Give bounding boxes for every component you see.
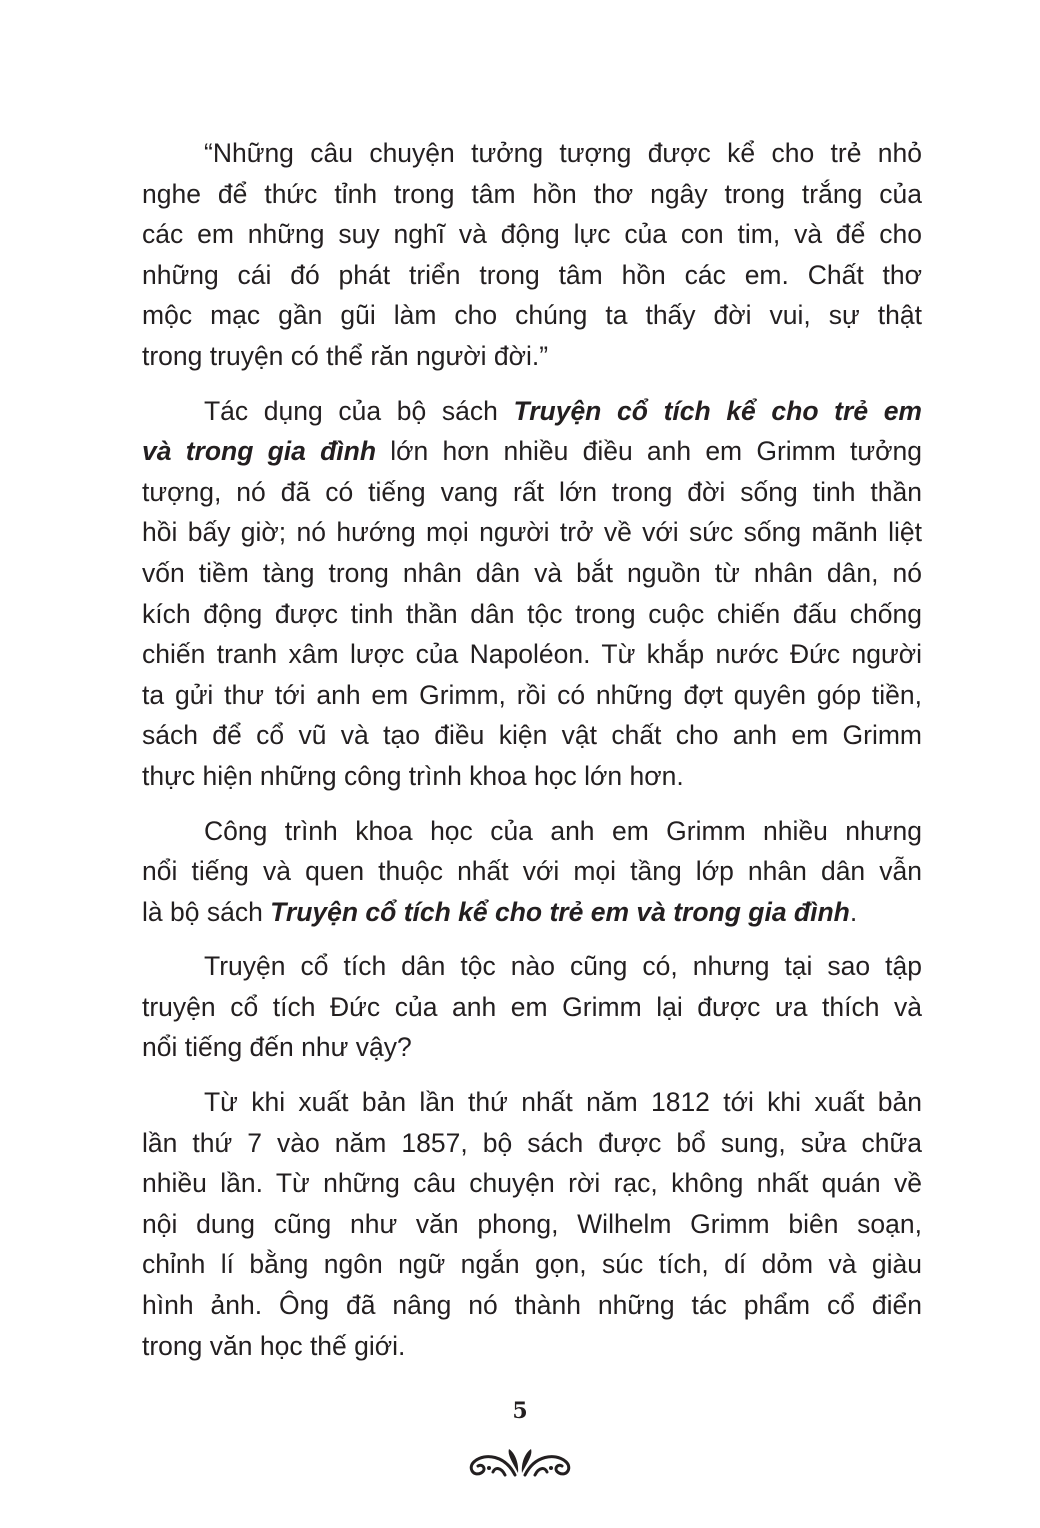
text-line — [142, 553, 922, 594]
text-segment: thực hiện những công trình khoa học lớn hơn. — [142, 760, 684, 791]
decorative-flourish-icon — [465, 1445, 575, 1481]
text-line — [142, 594, 922, 635]
text-line — [142, 1027, 922, 1068]
page-number: 5 — [512, 1398, 528, 1424]
text-segment: . — [849, 896, 858, 927]
text-segment: chỉnh lí bằng ngôn ngữ ngắn gọn, súc tích, dí dỏm và giàu — [142, 1249, 922, 1280]
text-line — [142, 1204, 922, 1245]
text-segment: trong văn học thế giới. — [142, 1330, 406, 1361]
text-line — [142, 851, 922, 892]
text-segment: ta gửi thư tới anh em Grimm, rồi có những đợt quyên góp tiền, — [142, 679, 922, 710]
text-line — [142, 811, 922, 852]
text-line — [142, 133, 922, 174]
text-segment: Từ khi xuất bản lần thứ nhất năm 1812 tới khi xuất bản — [204, 1087, 922, 1118]
text-line — [142, 1123, 922, 1164]
text-segment: các em những suy nghĩ và động lực của con tim, và để cho — [142, 219, 922, 250]
text-segment: là bộ sách — [142, 896, 271, 927]
text-line — [142, 1326, 922, 1367]
text-line — [142, 715, 922, 756]
text-segment: nổi tiếng đến như vậy? — [142, 1032, 412, 1063]
paragraph — [142, 946, 922, 1068]
text-segment: mộc mạc gần gũi làm cho chúng ta thấy đời vui, sự thật — [142, 300, 922, 331]
text-line — [142, 1244, 922, 1285]
body-text — [142, 133, 922, 1380]
paragraph — [142, 391, 922, 797]
text-segment: Truyện cổ tích dân tộc nào cũng có, nhưng tại sao tập — [204, 951, 922, 982]
text-segment: Tác dụng của bộ sách — [204, 395, 514, 426]
book-title-emphasis: Truyện cổ tích kể cho trẻ em và trong gia đình — [270, 896, 850, 927]
text-segment: kích động được tinh thần dân tộc trong cuộc chiến đấu chống — [142, 598, 922, 629]
text-line — [142, 634, 922, 675]
text-segment: hồi bấy giờ; nó hướng mọi người trở về với sức sống mãnh liệt — [142, 517, 922, 548]
text-segment: vốn tiềm tàng trong nhân dân và bắt nguồn từ nhân dân, nó — [142, 557, 922, 588]
paragraph — [142, 811, 922, 933]
text-segment: nổi tiếng và quen thuộc nhất với mọi tầng lớp nhân dân vẫn — [142, 856, 922, 887]
text-line — [142, 756, 922, 797]
text-segment: lần thứ 7 vào năm 1857, bộ sách được bổ sung, sửa chữa — [142, 1127, 922, 1158]
text-line — [142, 431, 922, 472]
book-title-emphasis: và trong gia đình — [142, 436, 377, 467]
text-segment: hình ảnh. Ông đã nâng nó thành những tác phẩm cổ điển — [142, 1290, 922, 1321]
text-segment: sách để cổ vũ và tạo điều kiện vật chất cho anh em Grimm — [142, 720, 922, 751]
text-line — [142, 295, 922, 336]
text-line — [142, 1082, 922, 1123]
text-line — [142, 675, 922, 716]
text-line — [142, 946, 922, 987]
text-line — [142, 214, 922, 255]
text-segment: nhiều lần. Từ những câu chuyện rời rạc, không nhất quán về — [142, 1168, 922, 1199]
text-line — [142, 391, 922, 432]
text-line — [142, 892, 922, 933]
text-line — [142, 174, 922, 215]
text-line — [142, 1285, 922, 1326]
text-segment: chiến tranh xâm lược của Napoléon. Từ khắp nước Đức người — [142, 639, 922, 670]
text-segment: những cái đó phát triển trong tâm hồn các em. Chất thơ — [142, 259, 922, 290]
paragraph — [142, 1082, 922, 1366]
text-segment: Công trình khoa học của anh em Grimm nhiều nhưng — [204, 815, 922, 846]
text-line — [142, 472, 922, 513]
text-line — [142, 336, 922, 377]
text-segment: truyện cổ tích Đức của anh em Grimm lại được ưa thích và — [142, 991, 922, 1022]
text-segment: nghe để thức tỉnh trong tâm hồn thơ ngây trong trắng của — [142, 178, 922, 209]
text-segment: tượng, nó đã có tiếng vang rất lớn trong đời sống tinh thần — [142, 476, 922, 507]
text-segment: lớn hơn nhiều điều anh em Grimm tưởng — [376, 436, 922, 467]
text-segment: “Những câu chuyện tưởng tượng được kể cho trẻ nhỏ — [204, 138, 922, 168]
text-segment: trong truyện có thể răn người đời.” — [142, 340, 549, 371]
text-line — [142, 255, 922, 296]
book-title-emphasis: Truyện cổ tích kể cho trẻ em — [513, 395, 922, 426]
paragraph — [142, 133, 922, 377]
text-line — [142, 1163, 922, 1204]
text-line — [142, 987, 922, 1028]
text-line — [142, 512, 922, 553]
text-segment: nội dung cũng như văn phong, Wilhelm Grimm biên soạn, — [142, 1208, 922, 1239]
